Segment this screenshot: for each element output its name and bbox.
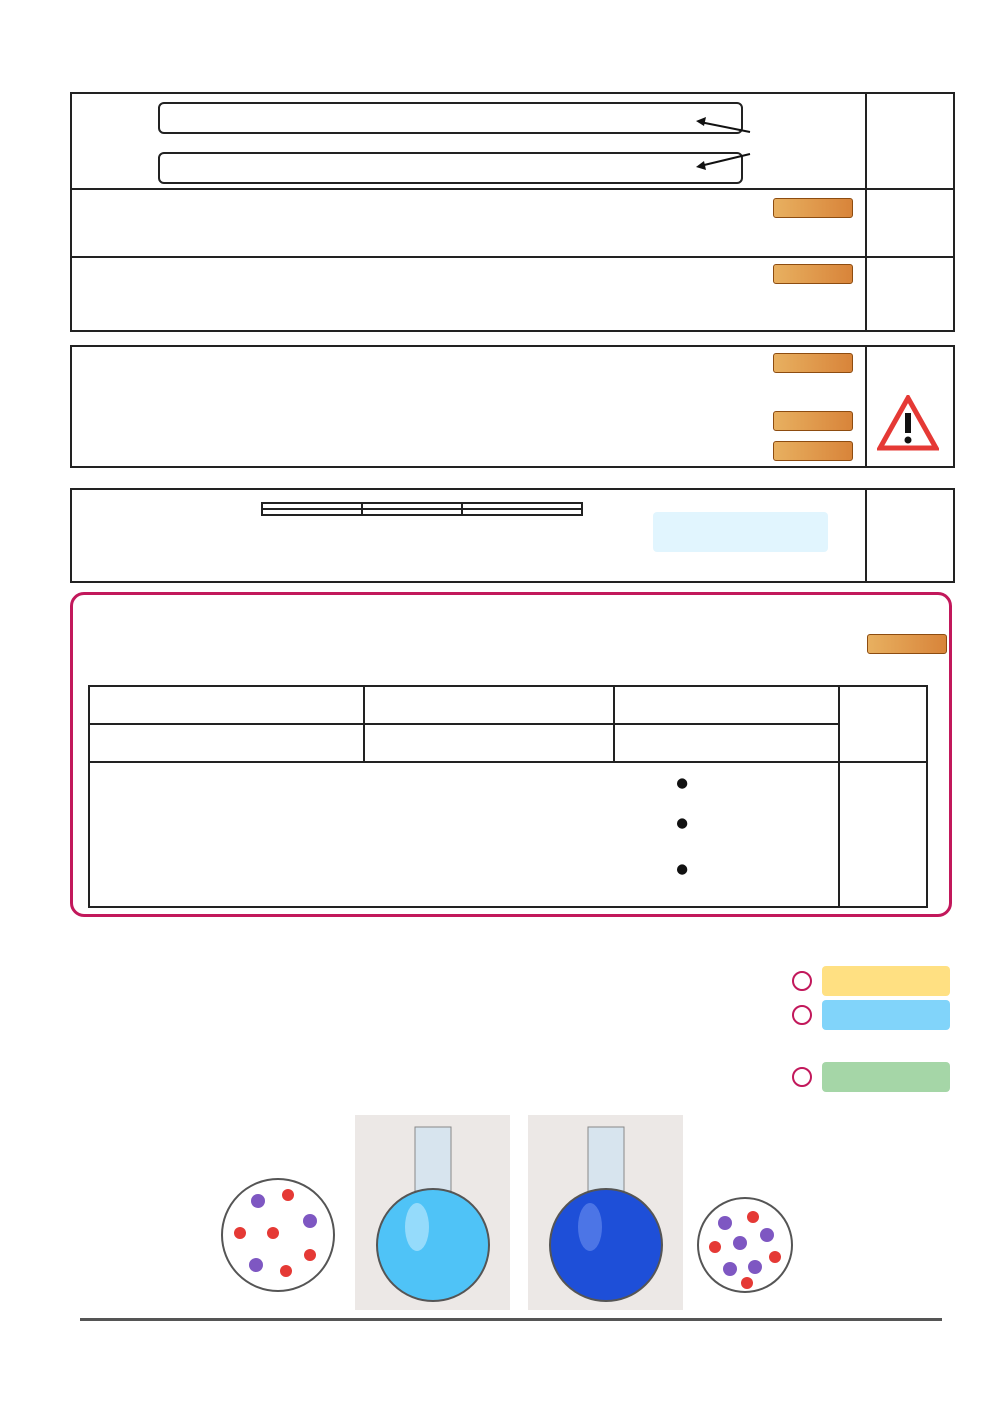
table-row [89, 724, 927, 762]
warning-icon [877, 395, 939, 451]
table-cell [89, 686, 364, 724]
given-label [839, 686, 927, 762]
exercise-number [792, 971, 812, 991]
arrows-icon [688, 112, 758, 174]
dilute-box [158, 152, 743, 184]
standard-label [865, 190, 953, 258]
calc-step-1: ● [676, 775, 688, 791]
equation-label [865, 490, 953, 581]
divider [72, 188, 953, 190]
table-cell [364, 686, 614, 724]
author-badge [773, 411, 853, 431]
concentrated-particles-diagram [695, 1195, 795, 1295]
author-badge [867, 634, 947, 654]
table-cell [614, 724, 839, 762]
concentrated-box [158, 102, 743, 134]
table-cell [462, 509, 582, 515]
author-badge [822, 1000, 950, 1030]
concentrated-flask-image [528, 1115, 683, 1310]
notes-section [70, 345, 955, 468]
equation-section [70, 488, 955, 583]
table-row [262, 509, 582, 515]
author-badge [822, 1062, 950, 1092]
types-label [865, 94, 953, 190]
given-table [88, 685, 928, 908]
table-row [89, 686, 927, 724]
decorative-left-border [22, 70, 58, 1310]
table-cell [262, 509, 362, 515]
exercise-3 [786, 1067, 812, 1091]
example-question-1 [861, 634, 947, 654]
equation-box [653, 512, 828, 552]
table-cell [89, 724, 364, 762]
author-badge [773, 441, 853, 461]
calc-step-3: ● [676, 861, 688, 877]
equation-table [261, 502, 583, 516]
decorative-top-border [40, 22, 950, 58]
exercise-1 [786, 971, 812, 995]
divider [72, 256, 953, 258]
note-line-4 [767, 441, 853, 461]
exercise-number [792, 1067, 812, 1087]
table-cell [614, 686, 839, 724]
table-cell [364, 724, 614, 762]
table-cell [362, 509, 462, 515]
author-badge [773, 264, 853, 284]
exercise-2 [786, 1005, 812, 1029]
definitions-section [70, 92, 955, 332]
exercise-number [792, 1005, 812, 1025]
calc-step-2: ● [676, 815, 688, 831]
prep-line-1 [767, 264, 853, 284]
footer [80, 1318, 942, 1358]
note-line-1 [767, 353, 853, 373]
prep-label [865, 258, 953, 330]
dilute-particles-diagram [218, 1175, 338, 1295]
standard-definition [767, 198, 853, 218]
author-badge [773, 198, 853, 218]
author-badge [773, 353, 853, 373]
author-badge [822, 966, 950, 996]
calc-cell [89, 762, 839, 907]
dilute-flask-image [355, 1115, 510, 1310]
calc-label [839, 762, 927, 907]
note-line-3 [767, 411, 853, 431]
table-row [89, 762, 927, 907]
